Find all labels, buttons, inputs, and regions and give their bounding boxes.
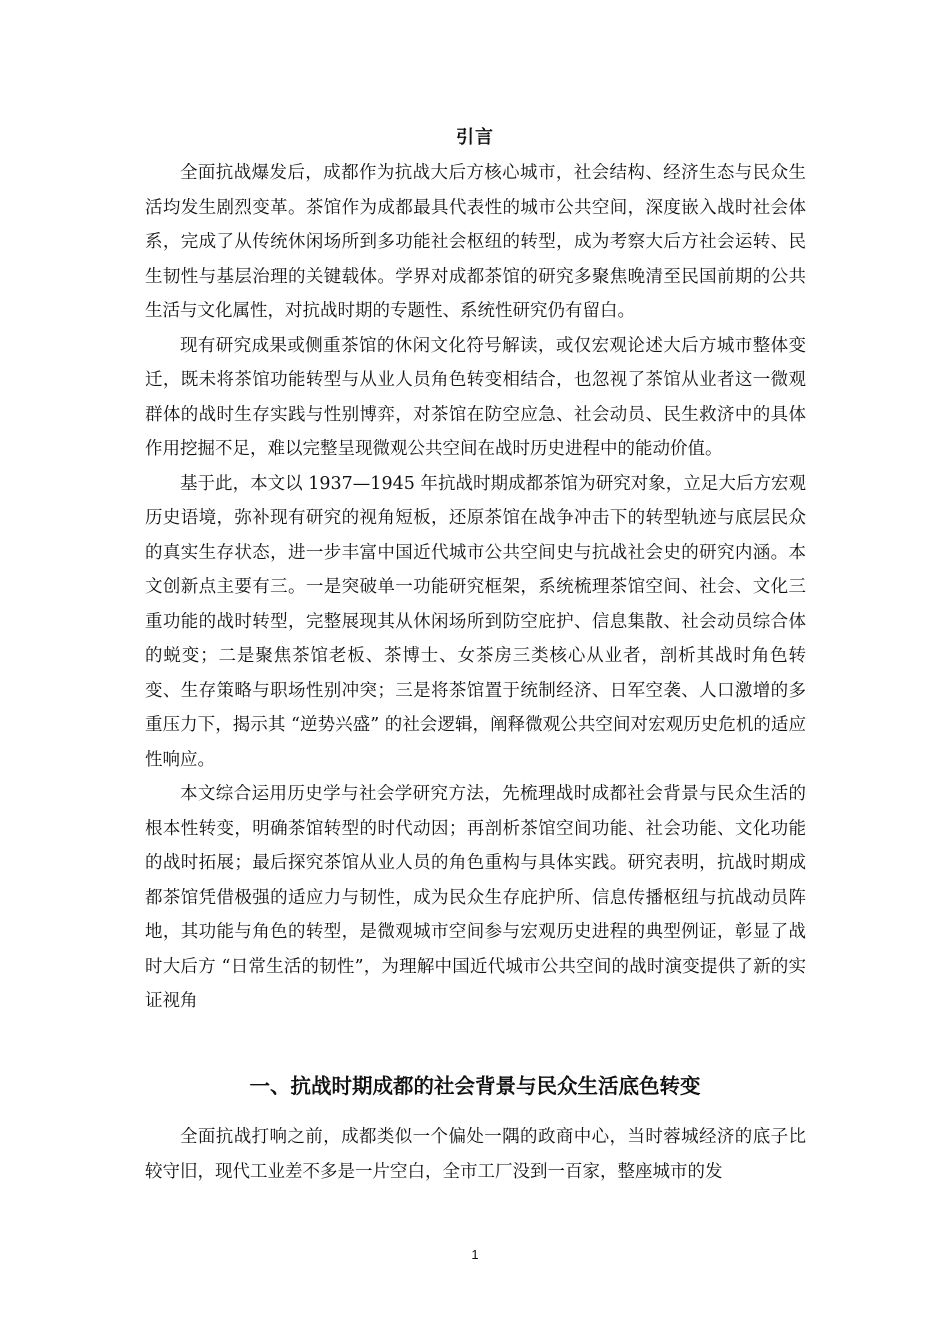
page-number: 1 <box>471 1247 479 1262</box>
intro-section <box>145 156 806 1019</box>
section-one-body <box>145 1120 806 1189</box>
intro-paragraph-3: 基于此，本文以 1937—1945 年抗战时期成都茶馆为研究对象，立足大后方宏观历史语境，弥补现有研究的视角短板，还原茶馆在战争冲击下的转型轨迹与底层民众的真实生存状态，进一步丰富中国近代城市公共空间史与抗战社会史的研究内涵。本文创新点主要有三。一是突破单一功能研究框架，系统梳理茶馆空间、社会、文化三重功能的战时转型，完整展现其从休闲场所到防空庇护、信息集散、社会动员综合体的蜕变；二是聚焦茶馆老板、茶博士、女茶房三类核心从业者，剖析其战时角色转变、生存策略与职场性别冲突；三是将茶馆置于统制经济、日军空袭、人口激增的多重压力下，揭示其 “逆势兴盛” 的社会逻辑，阐释微观公共空间对宏观历史危机的适应性响应。 <box>145 473 806 770</box>
intro-paragraph-4: 本文综合运用历史学与社会学研究方法，先梳理战时成都社会背景与民众生活的根本性转变，明确茶馆转型的时代动因；再剖析茶馆空间功能、社会功能、文化功能的战时拓展；最后探究茶馆从业人员的角色重构与具体实践。研究表明，抗战时期成都茶馆凭借极强的适应力与韧性，成为民众生存庇护所、信息传播枢纽与抗战动员阵地，其功能与角色的转型，是微观城市空间参与宏观历史进程的典型例证，彰显了战时大后方 “日常生活的韧性”，为理解中国近代城市公共空间的战时演变提供了新的实证视角 <box>145 784 806 1011</box>
intro-paragraph-2: 现有研究成果或侧重茶馆的休闲文化符号解读，或仅宏观论述大后方城市整体变迁，既未将茶馆功能转型与从业人员角色转变相结合，也忽视了茶馆从业者这一微观群体的战时生存实践与性别博弈，对茶馆在防空应急、社会动员、民生救济中的具体作用挖掘不足，难以完整呈现微观公共空间在战时历史进程中的能动价值。 <box>145 335 806 459</box>
section-heading: 一、抗战时期成都的社会背景与民众生活底色转变 <box>249 1074 701 1098</box>
intro-paragraph-1: 全面抗战爆发后，成都作为抗战大后方核心城市，社会结构、经济生态与民众生活均发生剧烈变革。茶馆作为成都最具代表性的城市公共空间，深度嵌入战时社会体系，完成了从传统休闲场所到多功能社会枢纽的转型，成为考察大后方社会运转、民生韧性与基层治理的关键载体。学界对成都茶馆的研究多聚焦晚清至民国前期的公共生活与文化属性，对抗战时期的专题性、系统性研究仍有留白。 <box>145 163 806 321</box>
intro-title: 引言 <box>456 127 494 148</box>
section-paragraph-1: 全面抗战打响之前，成都类似一个偏处一隅的政商中心，当时蓉城经济的底子比较守旧，现代工业差不多是一片空白，全市工厂没到一百家，整座城市的发 <box>145 1127 806 1182</box>
